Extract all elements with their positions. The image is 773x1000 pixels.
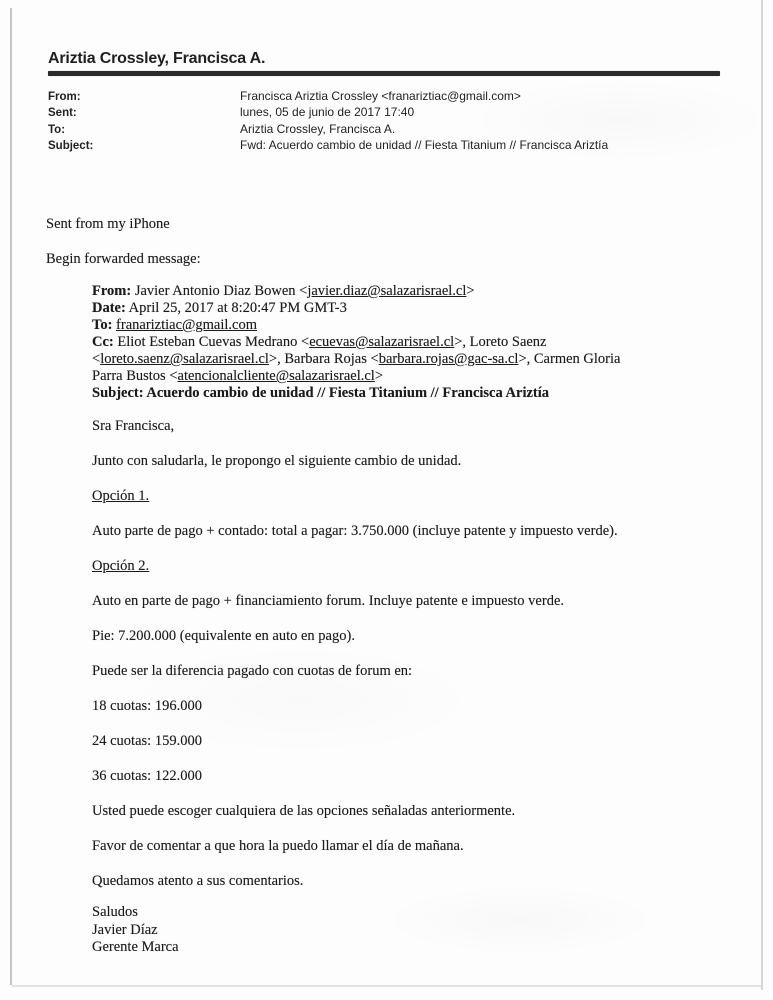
- email-body: [46, 216, 736, 957]
- cc-text: >, Carmen Gloria: [518, 351, 621, 367]
- cc-text: <: [92, 351, 101, 367]
- page-title: Ariztia Crossley, Francisca A.: [48, 50, 266, 67]
- field-value-to: Ariztia Crossley, Francisca A.: [240, 121, 396, 136]
- closing-paragraph: Quedamos atento a sus comentarios.: [92, 873, 304, 889]
- field-label-from: From:: [48, 91, 81, 103]
- greeting-paragraph: Sra Francisca,: [92, 418, 175, 434]
- header-field-row: [48, 138, 608, 154]
- title-divider: [48, 71, 720, 76]
- field-value-subject: Fwd: Acuerdo cambio de unidad // Fiesta Titanium // Francisca Ariztía: [240, 138, 609, 153]
- option2-heading-text: Opción 2.: [92, 558, 150, 574]
- option2-heading: [92, 558, 736, 575]
- cc-text: >, Barbara Rojas <: [268, 351, 379, 367]
- scan-edge-line-bottom: [12, 985, 761, 987]
- forwarded-subject-label: Subject:: [92, 385, 144, 401]
- email-link-to[interactable]: franariztiac@gmail.com: [116, 317, 258, 333]
- field-label-subject: Subject:: [48, 140, 94, 153]
- forwarded-from-close: >: [466, 283, 475, 299]
- cc-text: >, Loreto Saenz: [454, 334, 547, 350]
- pie-paragraph: Pie: 7.200.000 (equivalente en auto en pago).: [92, 628, 355, 644]
- email-link-cc1[interactable]: ecuevas@salazarisrael.cl: [309, 334, 455, 350]
- choose-paragraph: Usted puede escoger cualquiera de las opciones señaladas anteriormente.: [92, 803, 516, 819]
- forwarded-date-value: April 25, 2017 at 8:20:47 PM GMT-3: [125, 300, 347, 316]
- signature-block: [92, 904, 736, 957]
- intro-paragraph: Junto con saludarla, le propongo el siguiente cambio de unidad.: [92, 453, 462, 469]
- email-header-fields: [48, 89, 608, 155]
- field-label-to: To:: [48, 123, 66, 136]
- option2-paragraph: Auto en parte de pago + financiamiento forum. Incluye patente e impuesto verde.: [92, 593, 565, 609]
- signature-saludos: Saludos: [92, 904, 138, 920]
- forwarded-from-name: Javier Antonio Diaz Bowen <: [131, 283, 308, 299]
- forwarded-date-line: [92, 300, 736, 317]
- forwarded-cc-line-3: [92, 368, 736, 385]
- forwarded-cc-line-2: [92, 351, 736, 368]
- mobile-signature: Sent from my iPhone: [46, 216, 170, 232]
- forward-notice: Begin forwarded message:: [46, 251, 201, 267]
- call-paragraph: Favor de comentar a que hora la puedo llamar el día de mañana.: [92, 838, 464, 854]
- email-link-cc3[interactable]: barbara.rojas@gac-sa.cl: [378, 351, 519, 367]
- option1-heading: [92, 488, 736, 505]
- header-field-row: [48, 89, 608, 105]
- forwarded-date-label: Date:: [92, 300, 126, 316]
- option1-paragraph: Auto parte de pago + contado: total a pagar: 3.750.000 (incluye patente y impuesto verde).: [92, 523, 618, 539]
- option1-heading-text: Opción 1.: [92, 488, 150, 504]
- installment-18: 18 cuotas: 196.000: [92, 698, 202, 714]
- email-link-cc2[interactable]: loreto.saenz@salazarisrael.cl: [100, 351, 269, 367]
- scan-edge-line-right: [761, 0, 763, 990]
- email-link-cc4[interactable]: atencionalcliente@salazarisrael.cl: [177, 368, 375, 384]
- scan-edge-line-left: [10, 8, 12, 985]
- header-field-row: [48, 105, 608, 121]
- forwarded-from-label: From:: [92, 283, 132, 299]
- installment-24: 24 cuotas: 159.000: [92, 733, 202, 749]
- email-link-from[interactable]: javier.diaz@salazarisrael.cl: [307, 283, 467, 299]
- forwarded-from-line: [92, 283, 736, 300]
- forwarded-cc-label: Cc:: [92, 334, 114, 350]
- installment-36: 36 cuotas: 122.000: [92, 768, 202, 784]
- forwarded-subject-value: Acuerdo cambio de unidad // Fiesta Titanium // Francisca Ariztía: [143, 385, 550, 401]
- signature-name: Javier Díaz: [92, 921, 158, 938]
- signature-role: Gerente Marca: [92, 939, 179, 955]
- forwarded-cc-line-1: [92, 334, 736, 351]
- field-value-sent: lunes, 05 de junio de 2017 17:40: [240, 105, 415, 120]
- forwarded-subject-line: [92, 385, 736, 402]
- cc-text: >: [374, 368, 384, 384]
- forwarded-to-label: To:: [92, 317, 113, 333]
- installments-intro-paragraph: Puede ser la diferencia pagado con cuotas de forum en:: [92, 663, 413, 679]
- field-value-from: Francisca Ariztia Crossley <franariztiac@gmail.com>: [240, 89, 521, 103]
- forwarded-message-header: [92, 283, 736, 402]
- field-label-sent: Sent:: [48, 107, 77, 120]
- forwarded-to-line: [92, 317, 736, 334]
- header-field-row: [48, 122, 608, 138]
- cc-text: Parra Bustos <: [92, 368, 178, 384]
- cc-text: Eliot Esteban Cuevas Medrano <: [113, 334, 310, 350]
